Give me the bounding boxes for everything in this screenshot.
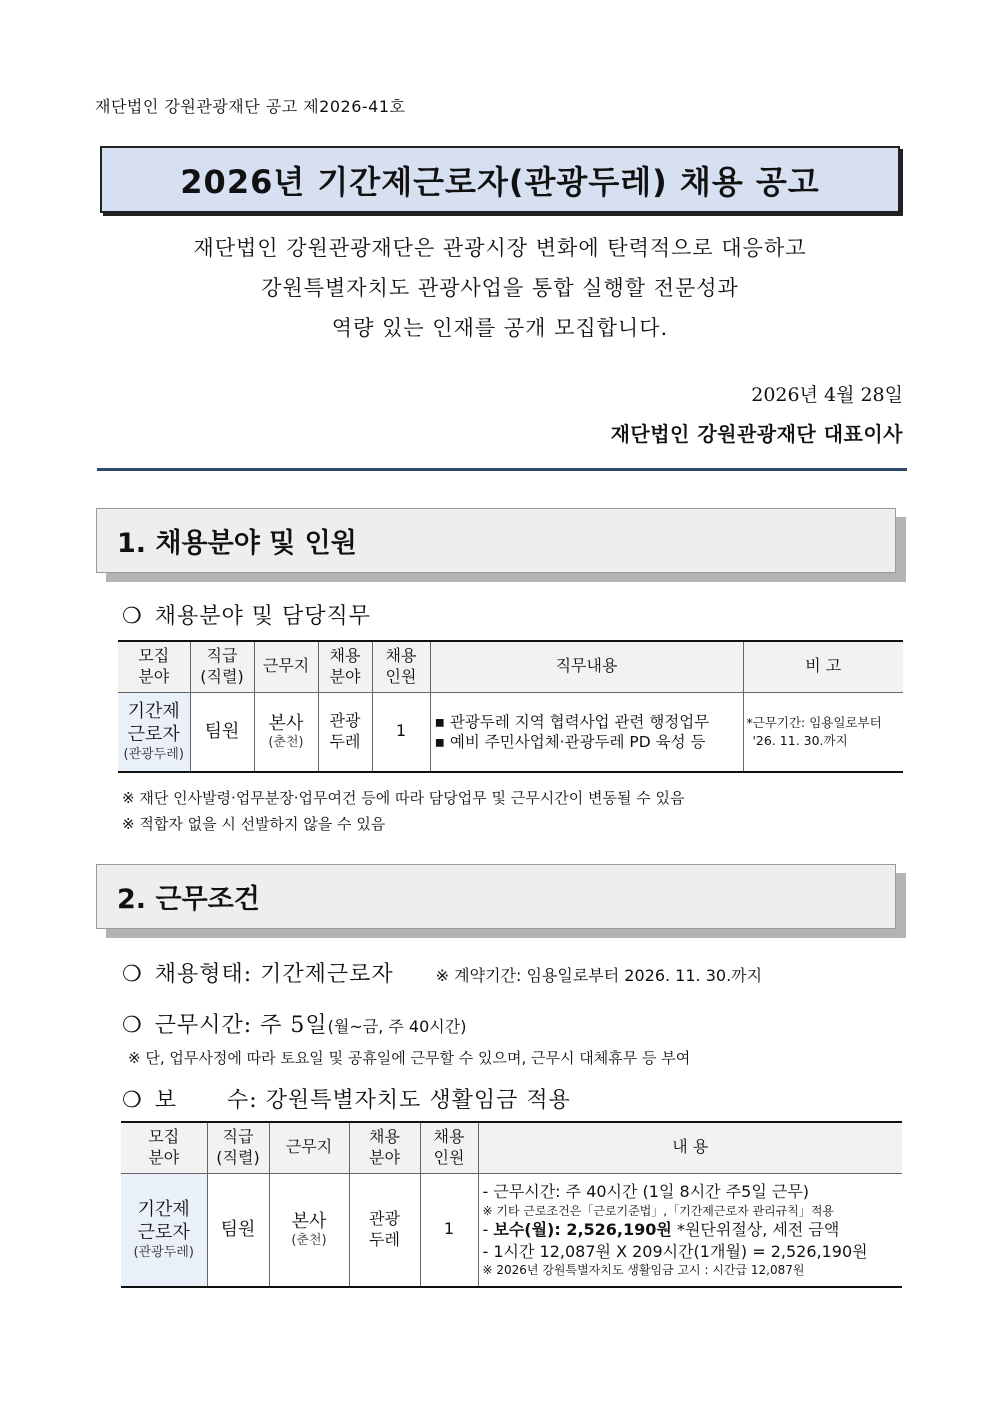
intro-line-2: 강원특별자치도 관광사업을 통합 실행할 전문성과	[261, 276, 739, 300]
monthly-pay: 보수(월): 2,526,190원	[493, 1219, 672, 1239]
notice-number: 재단법인 강원관광재단 공고 제2026-41호	[95, 97, 406, 116]
header-divider	[97, 468, 907, 471]
content-line-1: - 근무시간: 주 40시간 (1일 8시간 주5일 근무)	[482, 1182, 810, 1202]
pay-label-a: 보	[154, 1088, 177, 1113]
cell-location: 본사 (춘천)	[254, 692, 318, 772]
cell-location: 본사 (춘천)	[269, 1173, 349, 1287]
table-header-row	[121, 1122, 902, 1173]
header-location: 근무지	[254, 641, 318, 692]
cell-category: 관광 두레	[349, 1173, 420, 1287]
header-count: 채용 인원	[372, 641, 430, 692]
table-row	[118, 692, 903, 772]
header-remark: 비 고	[743, 641, 903, 692]
work-hours-note: ※ 단, 업무사정에 따라 토요일 및 공휴일에 근무할 수 있으며, 근무시 대체휴무 등 부여	[128, 1049, 691, 1067]
employment-note: ※ 계약기간: 임용일로부터 2026. 11. 30.까지	[435, 966, 763, 985]
work-hours-text: 근무시간: 주 5일	[154, 1013, 328, 1038]
cell-duty	[430, 692, 743, 772]
section1-bullet	[122, 599, 371, 630]
page-title	[100, 146, 900, 213]
section1-bullet-text: 채용분야 및 담당직무	[154, 604, 371, 629]
circle-bullet-icon: ❍	[122, 1013, 143, 1038]
header-count: 채용 인원	[420, 1122, 478, 1173]
pay-label-b: 수:	[227, 1088, 258, 1113]
employment-type-bullet	[122, 957, 762, 988]
content-line-4: - 1시간 12,087원 X 209시간(1개월) = 2,526,190원	[482, 1241, 868, 1261]
page-title-text: 2026년 기간제근로자(관광두레) 채용 공고	[180, 162, 820, 201]
circle-bullet-icon: ❍	[122, 604, 143, 629]
cell-content	[478, 1173, 902, 1287]
header-category: 채용 분야	[349, 1122, 420, 1173]
cell-remark: *근무기간: 임용일로부터 '26. 11. 30.까지	[743, 692, 903, 772]
content-line-3: - 보수(월): 2,526,190원 *원단위절상, 세전 금액	[482, 1219, 840, 1239]
pay-value: 강원특별자치도 생활임금 적용	[265, 1088, 571, 1113]
section1-heading	[96, 508, 896, 573]
header-field: 모집 분야	[121, 1122, 207, 1173]
cell-grade: 팀원	[207, 1173, 269, 1287]
section1-note-2: ※ 적합자 없을 시 선발하지 않을 수 있음	[122, 815, 386, 833]
header-grade: 직급 (직렬)	[190, 641, 254, 692]
cell-count: 1	[372, 692, 430, 772]
issuing-org: 재단법인 강원관광재단 대표이사	[610, 422, 903, 446]
notice-date: 2026년 4월 28일	[751, 384, 903, 406]
circle-bullet-icon: ❍	[122, 1088, 143, 1113]
content-line-5: ※ 2026년 강원특별자치도 생활임금 고시 : 시간급 12,087원	[482, 1263, 805, 1278]
table-row	[121, 1173, 902, 1287]
work-hours-bullet	[122, 1008, 466, 1039]
section2-heading	[96, 864, 896, 929]
section1-title: 1. 채용분야 및 인원	[117, 528, 357, 559]
cell-grade: 팀원	[190, 692, 254, 772]
header-category: 채용 분야	[318, 641, 372, 692]
section1-note-1: ※ 재단 인사발령·업무분장·업무여건 등에 따라 담당업무 및 근무시간이 변동될 수 있음	[122, 789, 685, 807]
duty-item: ▪ 예비 주민사업체·관광두레 PD 육성 등	[434, 732, 706, 751]
employment-type-text: 채용형태: 기간제근로자	[154, 962, 394, 987]
header-field: 모집 분야	[118, 641, 190, 692]
work-hours-detail: (월~금, 주 40시간)	[327, 1017, 467, 1036]
cell-field: 기간제 근로자 (관광두레)	[121, 1173, 207, 1287]
table-header-row	[118, 641, 903, 692]
header-location: 근무지	[269, 1122, 349, 1173]
duty-item: ▪ 관광두레 지역 협력사업 관련 행정업무	[434, 712, 710, 731]
cell-field: 기간제 근로자 (관광두레)	[118, 692, 190, 772]
section2-title: 2. 근무조건	[117, 884, 260, 915]
circle-bullet-icon: ❍	[122, 962, 143, 987]
content-line-2: ※ 기타 근로조건은「근로기준법」,「기간제근로자 관리규칙」적용	[482, 1203, 835, 1218]
intro-line-1: 재단법인 강원관광재단은 관광시장 변화에 탄력적으로 대응하고	[193, 236, 807, 260]
cell-category: 관광 두레	[318, 692, 372, 772]
header-content: 내 용	[478, 1122, 902, 1173]
pay-bullet	[122, 1083, 571, 1114]
intro-line-3: 역량 있는 인재를 공개 모집합니다.	[331, 316, 669, 340]
header-grade: 직급 (직렬)	[207, 1122, 269, 1173]
recruitment-table	[118, 640, 903, 773]
pay-table	[121, 1121, 902, 1288]
cell-count: 1	[420, 1173, 478, 1287]
header-duty: 직무내용	[430, 641, 743, 692]
